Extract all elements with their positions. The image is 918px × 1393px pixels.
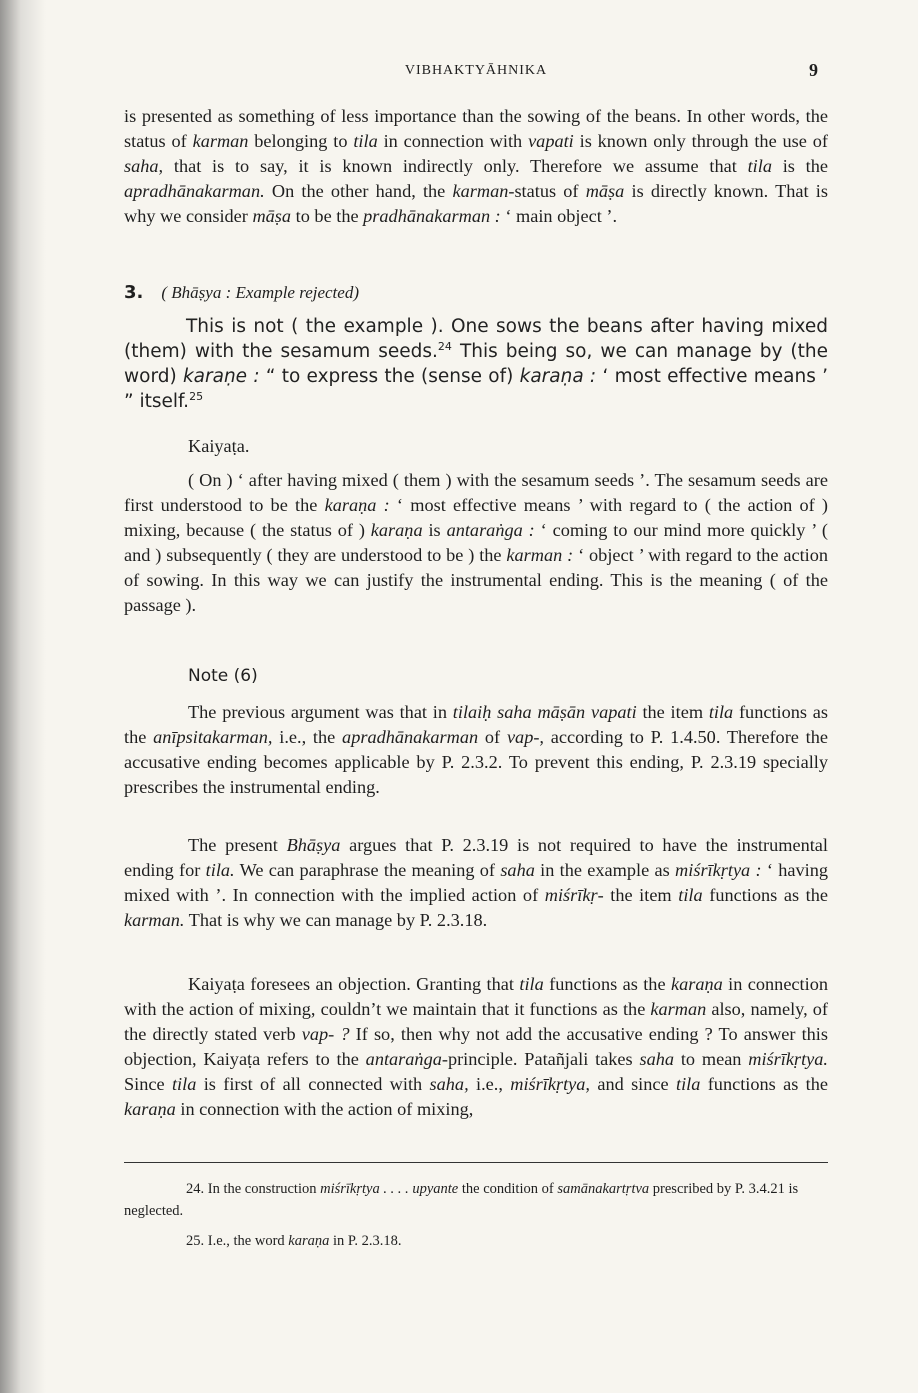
footnote-ref-25: 25 xyxy=(189,389,204,403)
footnote-divider xyxy=(124,1162,828,1163)
running-head: VIBHAKTYĀHNIKA xyxy=(404,63,548,78)
note-paragraph-2: The present Bhāṣya argues that P. 2.3.19 is not required to have the instrumental ending for tila. We can paraphrase the meaning of saha in the example as miśrīkṛtya : ‘ having mixed with ’. In connection with the implied action of miśrīkṛ- the item tila functions as the karman. That is why we can manage by P. 2.3.18. xyxy=(124,835,829,930)
footnote-ref-24: 24 xyxy=(437,339,452,353)
scan-shadow-edge xyxy=(0,0,46,1393)
kaiyata-commentary: ( On ) ‘ after having mixed ( them ) with the sesamum seeds ’. The sesamum seeds are first understood to be the karaṇa : ‘ most effective means ’ with regard to ( the action of ) mixing, because ( the status of ) karaṇa is antaraṅga : ‘ coming to our mind more quickly ’ ( and ) subsequently ( they are understood to be ) the karman : ‘ object ’ with regard to the action of sowing. In this way we can justify the instrumental ending. This is the meaning ( of the passage ). xyxy=(124,470,829,615)
paragraph-intro: is presented as something of less importance than the sowing of the beans. In other words, the status of karman belonging to tila in connection with vapati is known only through the use of saha, that is to say, it is known indirectly only. Therefore we assume that tila is the apradhānakarman. On the other hand, the karman-status of māṣa is directly known. That is why we consider māṣa to be the pradhānakarman : ‘ main object ’. xyxy=(124,106,829,226)
footnote-25: 25. I.e., the word karaṇa in P. 2.3.18. xyxy=(186,1233,402,1249)
footnote-24: 24. In the construction miśrīkṛtya . . . . upyante the condition of samānakartṛtva prescribed by P. 3.4.21 is neglected. xyxy=(124,1181,799,1219)
note-paragraph-1: The previous argument was that in tilaiḥ saha māṣān vapati the item tila functions as the anīpsitakarman, i.e., the apradhānakarman of vap-, according to P. 1.4.50. Therefore the accusative ending becomes applicable by P. 2.3.2. To prevent this ending, P. 2.3.19 specially prescribes the instrumental ending. xyxy=(124,702,829,797)
note-paragraph-3: Kaiyaṭa foresees an objection. Granting that tila functions as the karaṇa in connection with the action of mixing, couldn’t we maintain that it functions as the karman also, namely, of the directly stated verb vap- ? If so, then why not add the accusative ending ? To answer this objection, Kaiyaṭa refers to the antaraṅga-principle. Patañjali takes saha to mean miśrīkṛtya. Since tila is first of all connected with saha, i.e., miśrīkṛtya, and since tila functions as the karaṇa in connection with the action of mixing, xyxy=(124,974,829,1119)
kaiyata-heading: Kaiyaṭa. xyxy=(188,436,250,456)
page-number: 9 xyxy=(809,60,818,80)
bhasya-text: This is not ( the example ). One sows the beans after having mixed (them) with the sesamum seeds.$^{24}$ This being so, we can manage by (the word) karaṇe : “ to express the (sense of) karaṇa : ‘ most effective means ’ ” itself.$^{25}$ xyxy=(124,316,829,412)
note-heading: Note (6) xyxy=(188,666,258,686)
section-label: ( Bhāṣya : Example rejected) xyxy=(161,283,359,302)
section-number: 3. xyxy=(124,282,144,303)
section-heading xyxy=(124,282,359,303)
page-header xyxy=(124,60,828,84)
